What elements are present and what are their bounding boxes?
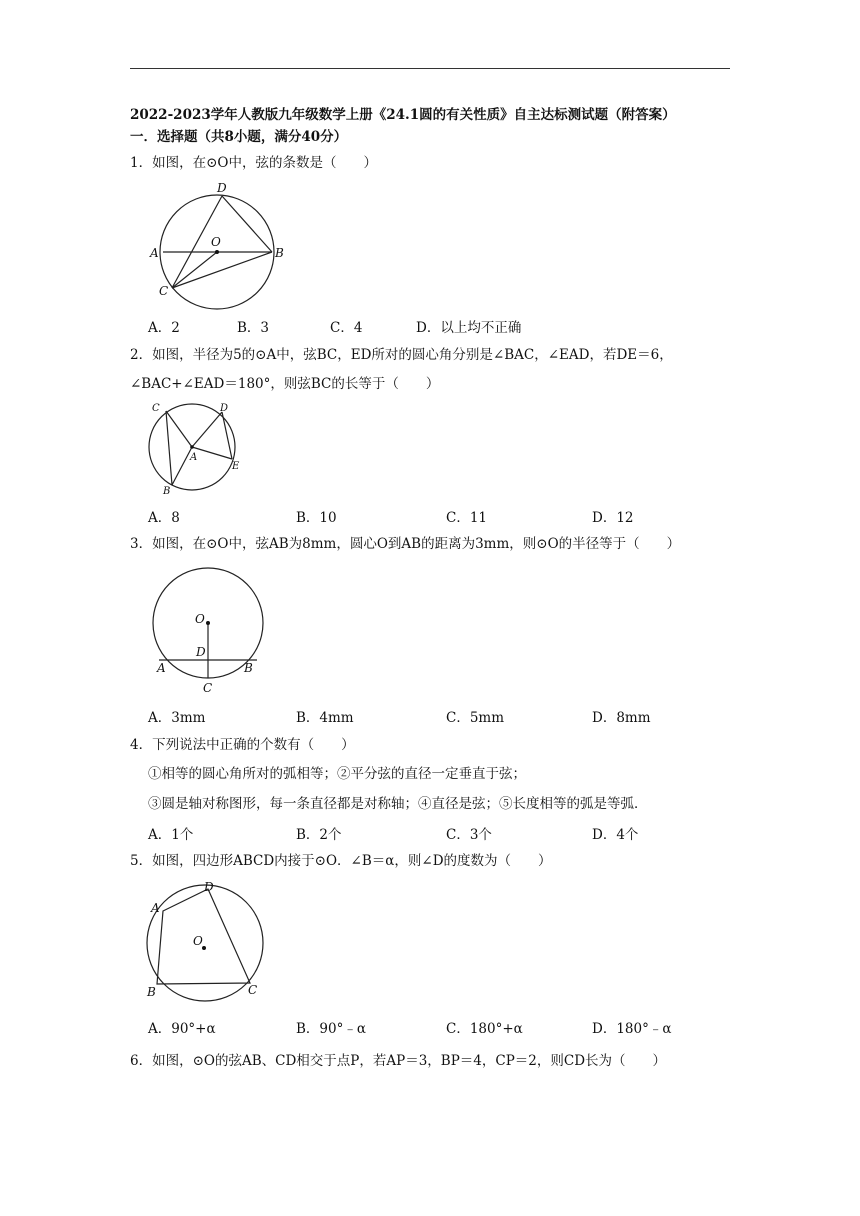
q5-label-o: O	[193, 934, 203, 948]
q5-label-c: C	[248, 983, 258, 997]
q5-option-d[interactable]: D．180°﹣α	[592, 1021, 672, 1037]
q4-option-b[interactable]: B．2个	[296, 827, 342, 843]
q5-label-d: D	[204, 880, 214, 894]
q4-option-c[interactable]: C．3个	[446, 827, 492, 843]
q1-label-c: C	[159, 284, 169, 298]
q2-label-a: A	[190, 452, 198, 463]
q4-option-a[interactable]: A．1个	[148, 827, 194, 843]
question-4-statements-line-1: ①相等的圆心角所对的弧相等；②平分弦的直径一定垂直于弦；	[148, 766, 526, 782]
document-title: 2022-2023学年人教版九年级数学上册《24.1圆的有关性质》自主达标测试题（附答案）	[130, 107, 676, 123]
question-2-stem-line-2: ∠BAC+∠EAD＝180°，则弦BC的长等于（ ）	[130, 376, 440, 392]
question-3-stem: 3．如图，在⊙O中，弦AB为8mm，圆心O到AB的距离为3mm，则⊙O的半径等于（ ）	[130, 536, 681, 552]
question-6-stem: 6．如图，⊙O的弦AB、CD相交于点P，若AP＝3，BP＝4，CP＝2，则CD长为（ ）	[130, 1053, 667, 1069]
q3-option-d[interactable]: D．8mm	[592, 710, 651, 726]
q4-option-d[interactable]: D．4个	[592, 827, 639, 843]
q3-label-d: D	[196, 645, 206, 659]
q1-option-c[interactable]: C．4	[330, 320, 363, 336]
q1-option-d[interactable]: D．以上均不正确	[416, 320, 522, 336]
q2-label-e: E	[232, 461, 240, 472]
question-4-statements-line-2: ③圆是轴对称图形，每一条直径都是对称轴；④直径是弦；⑤长度相等的弧是等弧．	[148, 796, 648, 812]
q2-label-d: D	[220, 403, 229, 414]
q3-label-c: C	[203, 681, 213, 695]
section-heading: 一．选择题（共8小题，满分40分）	[130, 129, 348, 145]
q2-label-b: B	[163, 486, 171, 497]
q2-option-d[interactable]: D．12	[592, 510, 634, 526]
q3-option-a[interactable]: A．3mm	[148, 710, 206, 726]
q1-label-b: B	[275, 246, 284, 260]
question-4-stem: 4．下列说法中正确的个数有（ ）	[130, 737, 355, 753]
q2-option-a[interactable]: A．8	[148, 510, 180, 526]
question-2-stem-line-1: 2．如图，半径为5的⊙A中，弦BC，ED所对的圆心角分别是∠BAC，∠EAD，若DE＝6，	[130, 347, 673, 363]
q2-option-c[interactable]: C．11	[446, 510, 488, 526]
q5-label-b: B	[147, 985, 156, 999]
q5-label-a: A	[151, 901, 160, 915]
q2-label-c: C	[152, 403, 160, 414]
q1-label-a: A	[150, 246, 159, 260]
q3-label-b: B	[244, 661, 253, 675]
question-1-stem: 1．如图，在⊙O中，弦的条数是（ ）	[130, 155, 377, 171]
q5-option-a[interactable]: A．90°+α	[148, 1021, 216, 1037]
q1-label-d: D	[217, 181, 227, 195]
q1-label-o: O	[211, 235, 221, 249]
q2-option-b[interactable]: B．10	[296, 510, 337, 526]
q3-option-b[interactable]: B．4mm	[296, 710, 354, 726]
q3-label-o: O	[195, 612, 205, 626]
q3-label-a: A	[157, 661, 166, 675]
question-5-stem: 5．如图，四边形ABCD内接于⊙O．∠B＝α，则∠D的度数为（ ）	[130, 853, 552, 869]
q1-option-a[interactable]: A．2	[148, 320, 180, 336]
q5-option-c[interactable]: C．180°+α	[446, 1021, 523, 1037]
q3-option-c[interactable]: C．5mm	[446, 710, 505, 726]
q1-option-b[interactable]: B．3	[237, 320, 270, 336]
q5-option-b[interactable]: B．90°﹣α	[296, 1021, 366, 1037]
